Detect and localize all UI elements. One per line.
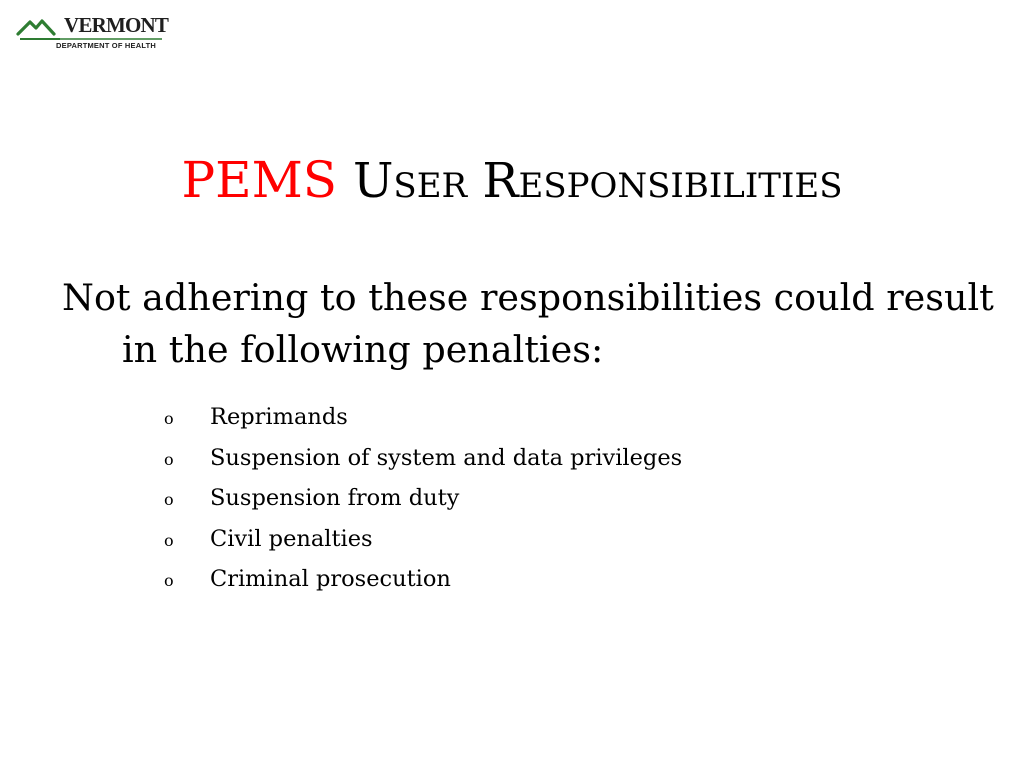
title-rest: User Responsibilities	[352, 153, 843, 209]
bullet-icon: o	[164, 571, 174, 590]
intro-paragraph: Not adhering to these responsibilities could result in the following penalties:	[62, 276, 994, 371]
bullet-icon: o	[164, 530, 174, 550]
penalty-text: Suspension from duty	[210, 485, 460, 511]
penalties-list	[160, 400, 682, 603]
list-item	[160, 522, 682, 563]
bullet-icon: o	[164, 490, 174, 509]
list-item	[160, 400, 682, 441]
penalty-text: Criminal prosecution	[210, 566, 451, 592]
list-item	[160, 481, 682, 522]
logo-department: DEPARTMENT OF HEALTH	[56, 41, 156, 50]
penalty-text: Reprimands	[210, 404, 348, 430]
vermont-health-logo	[16, 12, 169, 56]
title-accent: PEMS	[181, 151, 338, 209]
logo-wordmark: VERMONT	[64, 13, 169, 37]
penalty-text: Suspension of system and data privileges	[210, 444, 683, 471]
slide-title	[0, 151, 1024, 209]
list-item	[160, 562, 682, 603]
list-item	[160, 441, 682, 482]
penalty-text: Civil penalties	[210, 525, 373, 552]
bullet-icon: o	[164, 409, 174, 428]
bullet-icon: o	[164, 449, 174, 469]
